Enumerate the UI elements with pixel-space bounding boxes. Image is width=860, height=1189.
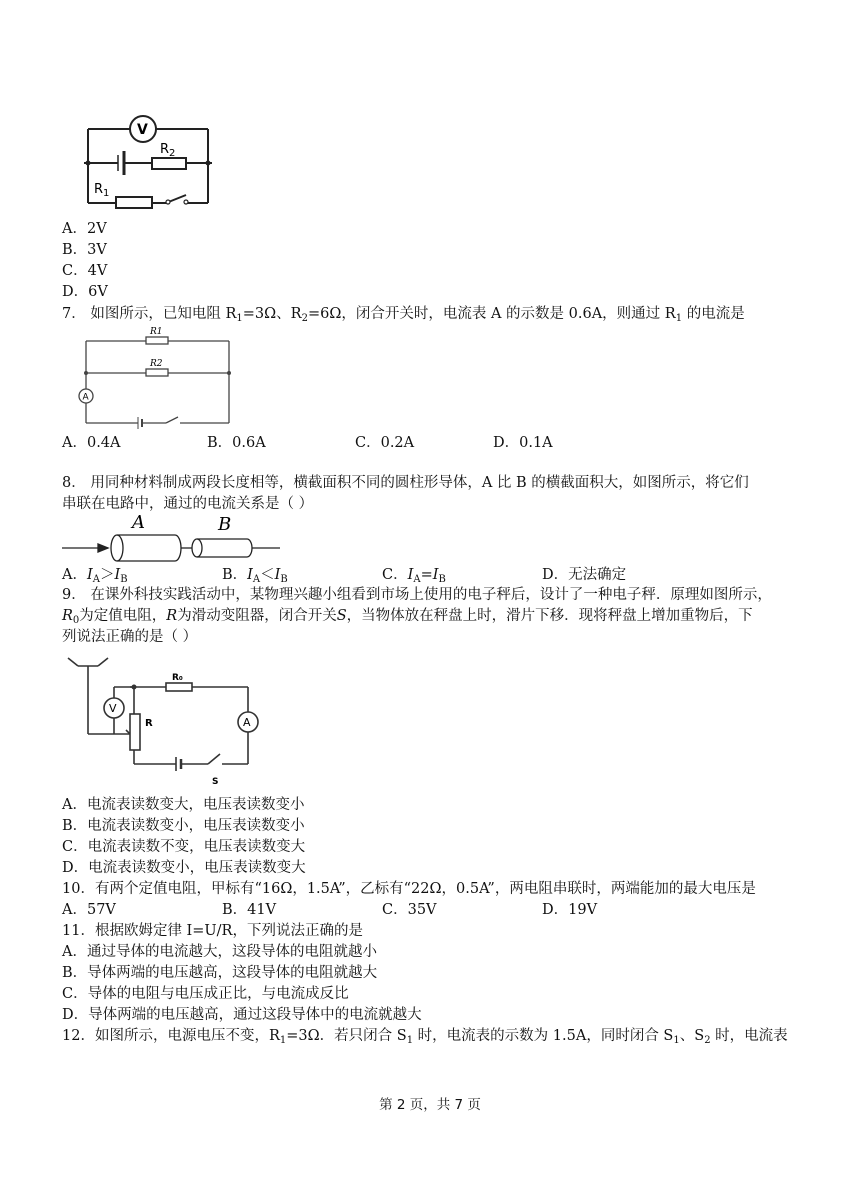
q9-scale-circuit-figure bbox=[62, 650, 272, 790]
q11-option-d[interactable]: D．导体两端的电压越高，通过这段导体中的电流就越大 bbox=[62, 1007, 422, 1023]
q9-rheostat-label: R bbox=[145, 718, 153, 729]
q8-option-a[interactable]: A．$I_A>I_B$ bbox=[62, 567, 128, 585]
q11-option-c[interactable]: C．导体的电阻与电压成正比，与电流成反比 bbox=[62, 986, 349, 1002]
q11-stem: 11．根据欧姆定律 I=U/R，下列说法正确的是 bbox=[62, 923, 363, 939]
q6-option-d[interactable]: D．6V bbox=[62, 284, 108, 300]
q7-option-c[interactable]: C．0.2A bbox=[355, 435, 415, 451]
q8-option-d[interactable]: D．无法确定 bbox=[542, 567, 627, 583]
q7-r1-label: R1 bbox=[150, 327, 163, 337]
q6-option-b[interactable]: B．3V bbox=[62, 242, 107, 258]
q8-option-c[interactable]: C．$I_A=I_B$ bbox=[382, 567, 446, 585]
q8-label-a: A bbox=[132, 512, 145, 533]
page-footer: 第 2 页，共 7 页 bbox=[379, 1097, 481, 1113]
q12-stem: 12．如图所示，电源电压不变，$R_1=3\Omega$．若只闭合 $S_1$ 时，电流表的示数为 1.5A，同时闭合 $S_1$、$S_2$ 时，电流表 bbox=[62, 1028, 788, 1046]
q8-option-b[interactable]: B．$I_A<I_B$ bbox=[222, 567, 288, 585]
q9-r0-label: R₀ bbox=[172, 673, 183, 683]
q7-circuit-figure bbox=[74, 325, 234, 429]
q8-label-b: B bbox=[218, 514, 232, 535]
q6-option-c[interactable]: C．4V bbox=[62, 263, 108, 279]
q6-r1-label: $R_1$ bbox=[94, 182, 110, 199]
q9-stem-line2: $R_0$为定值电阻，R为滑动变阻器，闭合开关S，当物体放在秤盘上时，滑片下移．现将秤盘上增加重物后，下 bbox=[62, 608, 753, 626]
q7-options bbox=[62, 433, 553, 453]
q6-voltmeter-label: V bbox=[137, 122, 148, 138]
q10-option-b[interactable]: B．41V bbox=[222, 902, 277, 918]
q6-option-a[interactable]: A．2V bbox=[62, 221, 107, 237]
q9-stem-line1: 9． 在课外科技实践活动中，某物理兴趣小组看到市场上使用的电子秤后，设计了一种电子秤．原理如图所示， bbox=[62, 587, 772, 603]
q8-stem-line1: 8． 用同种材料制成两段长度相等，横截面积不同的圆柱形导体，A 比 B 的横截面积大，如图所示，将它们 bbox=[62, 475, 749, 491]
q9-ammeter-label: A bbox=[243, 716, 251, 729]
q10-options bbox=[62, 900, 597, 920]
q9-option-b[interactable]: B．电流表读数变小，电压表读数变小 bbox=[62, 818, 305, 834]
q6-circuit-figure bbox=[80, 115, 215, 211]
q7-ammeter-label: A bbox=[82, 392, 89, 403]
q7-option-d[interactable]: D．0.1A bbox=[493, 435, 553, 451]
q8-stem-line2: 串联在电路中，通过的电流关系是（ ） bbox=[62, 496, 314, 512]
q9-option-a[interactable]: A．电流表读数变大，电压表读数变小 bbox=[62, 797, 305, 813]
q10-stem: 10．有两个定值电阻，甲标有“16Ω，1.5A”，乙标有“22Ω，0.5A”，两电阻串联时，两端能加的最大电压是 bbox=[62, 881, 756, 897]
q7-option-b[interactable]: B．0.6A bbox=[207, 435, 266, 451]
q7-r2-label: R2 bbox=[150, 359, 163, 369]
q6-r2-label: $R_2$ bbox=[160, 142, 176, 159]
q10-option-d[interactable]: D．19V bbox=[542, 902, 598, 918]
q9-option-d[interactable]: D．电流表读数变小，电压表读数变大 bbox=[62, 860, 306, 876]
q8-conductors-figure bbox=[62, 514, 287, 566]
q9-switch-label: S bbox=[212, 777, 219, 787]
q9-stem-line3: 列说法正确的是（ ） bbox=[62, 629, 198, 645]
q10-option-a[interactable]: A．57V bbox=[62, 902, 116, 918]
q9-option-c[interactable]: C．电流表读数不变，电压表读数变大 bbox=[62, 839, 306, 855]
q7-option-a[interactable]: A．0.4A bbox=[62, 435, 121, 451]
q7-stem: 7． 如图所示，已知电阻 $R_1=3\Omega$、$R_2=6\Omega$，闭合开关时，电流表 A 的示数是 0.6A，则通过 $R_1$ 的电流是 bbox=[62, 306, 745, 324]
q9-voltmeter-label: V bbox=[109, 702, 117, 715]
q11-option-b[interactable]: B．导体两端的电压越高，这段导体的电阻就越大 bbox=[62, 965, 378, 981]
q11-option-a[interactable]: A．通过导体的电流越大，这段导体的电阻就越小 bbox=[62, 944, 377, 960]
q10-option-c[interactable]: C．35V bbox=[382, 902, 437, 918]
